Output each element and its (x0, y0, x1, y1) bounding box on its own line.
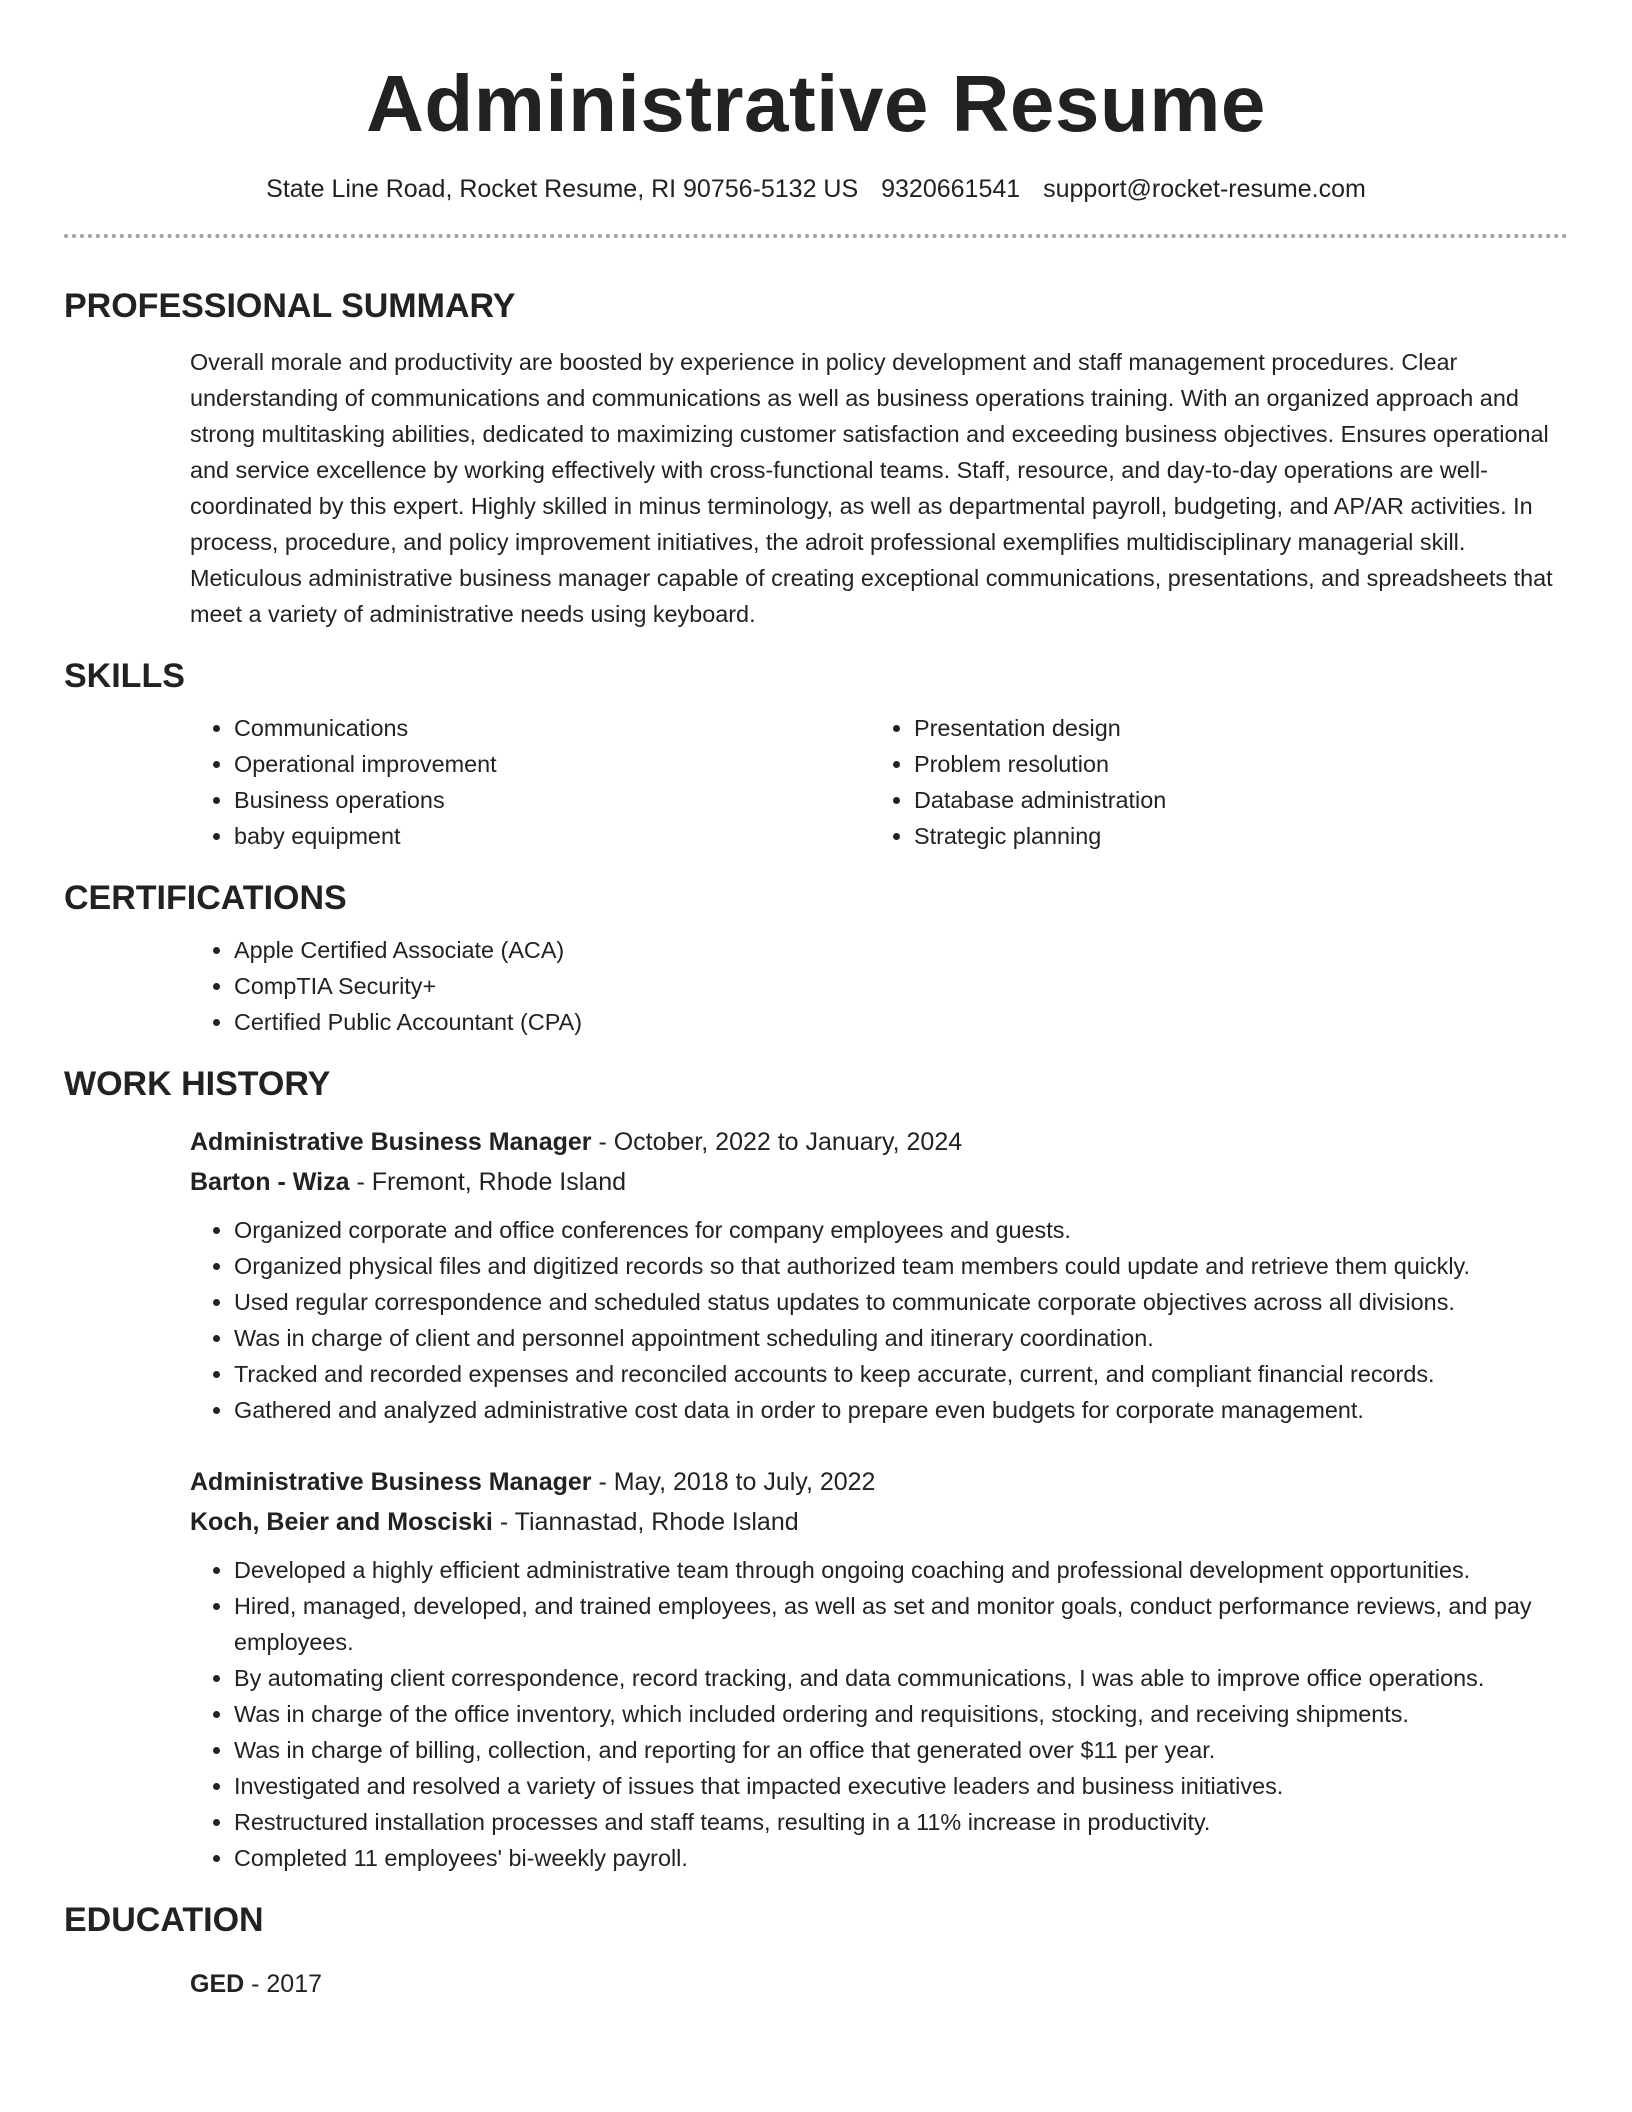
contact-line (64, 172, 1568, 206)
skills-section (64, 654, 1568, 854)
skill-item: • Presentation design (914, 710, 1550, 746)
summary-heading: PROFESSIONAL SUMMARY (64, 287, 516, 325)
skill-item: • Business operations (234, 782, 870, 818)
job-dates: - May, 2018 to July, 2022 (591, 1468, 876, 1496)
resume-title: Administrative Resume (366, 59, 1266, 148)
job-duty: • Organized corporate and office conferences for company employees and guests. (234, 1212, 1568, 1248)
job-dates: - October, 2022 to January, 2024 (591, 1128, 963, 1156)
job-role: Administrative Business Manager (190, 1468, 592, 1496)
work-history-heading: WORK HISTORY (64, 1065, 331, 1103)
education-entry (190, 1964, 1568, 2004)
job-location: - Tiannastad, Rhode Island (492, 1508, 799, 1536)
education-section (64, 1898, 1568, 2004)
job-role: Administrative Business Manager (190, 1128, 592, 1156)
job-duty: • Hired, managed, developed, and trained employees, as well as set and monitor goals, conduct performance reviews, and pay employees. (234, 1588, 1568, 1660)
header-divider (64, 234, 1568, 238)
job-duty: • Completed 11 employees' bi-weekly payroll. (234, 1840, 1568, 1876)
skill-item: • Operational improvement (234, 746, 870, 782)
summary-section (64, 284, 1568, 632)
job-duty: • Was in charge of billing, collection, and reporting for an office that generated over $11 per year. (234, 1732, 1568, 1768)
certifications-list (190, 932, 1568, 1040)
skill-item: • Communications (234, 710, 870, 746)
skills-heading: SKILLS (64, 657, 185, 695)
job-duty: • Organized physical files and digitized records so that authorized team members could update and retrieve them quickly. (234, 1248, 1568, 1284)
job-location: - Fremont, Rhode Island (349, 1168, 627, 1196)
education-degree: GED (190, 1970, 245, 1998)
job-duty: • Was in charge of client and personnel appointment scheduling and itinerary coordination. (234, 1320, 1568, 1356)
job-duties-list (190, 1552, 1568, 1876)
job-company-line (190, 1162, 1568, 1202)
job-duty: • Was in charge of the office inventory, which included ordering and requisitions, stocking, and receiving shipments. (234, 1696, 1568, 1732)
education-year: - 2017 (244, 1970, 323, 1998)
certification-item: • Certified Public Accountant (CPA) (234, 1004, 1568, 1040)
contact-phone: 9320661541 (881, 175, 1021, 203)
job-title-line (190, 1462, 1568, 1502)
skill-item: • Problem resolution (914, 746, 1550, 782)
skills-grid (190, 710, 1568, 854)
contact-email: support@rocket-resume.com (1043, 175, 1366, 203)
skill-item: • baby equipment (234, 818, 870, 854)
skills-left-list (190, 710, 870, 854)
job-entry (190, 1462, 1568, 1876)
work-history-section (64, 1062, 1568, 1876)
education-heading: EDUCATION (64, 1901, 264, 1939)
skill-item: • Strategic planning (914, 818, 1550, 854)
job-duties-list (190, 1212, 1568, 1428)
resume-page (64, 0, 1568, 2004)
certifications-heading: CERTIFICATIONS (64, 879, 347, 917)
contact-address: State Line Road, Rocket Resume, RI 90756-5132 US (266, 175, 859, 203)
job-duty: • Gathered and analyzed administrative cost data in order to prepare even budgets for corporate management. (234, 1392, 1568, 1428)
job-entry (190, 1122, 1568, 1428)
summary-text: Overall morale and productivity are boosted by experience in policy development and staff management procedures. Clear understanding of communications and communications as well as business operations training. With an organized approach and strong multitasking abilities, dedicated to maximizing customer satisfaction and exceeding business objectives. Ensures operational and service excellence by working effectively with cross-functional teams. Staff, resource, and day-to-day operations are well-coordinated by this expert. Highly skilled in minus terminology, as well as departmental payroll, budgeting, and AP/AR activities. In process, procedure, and policy improvement initiatives, the adroit professional exemplifies multidisciplinary managerial skill. Meticulous administrative business manager capable of creating exceptional communications, presentations, and spreadsheets that meet a variety of administrative needs using keyboard. (190, 349, 1553, 627)
certification-item: • Apple Certified Associate (ACA) (234, 932, 1568, 968)
skill-item: • Database administration (914, 782, 1550, 818)
job-duty: • Developed a highly efficient administrative team through ongoing coaching and professional development opportunities. (234, 1552, 1568, 1588)
job-duty: • Restructured installation processes and staff teams, resulting in a 11% increase in productivity. (234, 1804, 1568, 1840)
job-company: Barton - Wiza (190, 1168, 350, 1196)
job-duty: • Used regular correspondence and scheduled status updates to communicate corporate objectives across all divisions. (234, 1284, 1568, 1320)
job-company: Koch, Beier and Mosciski (190, 1508, 493, 1536)
job-duty: • Tracked and recorded expenses and reconciled accounts to keep accurate, current, and compliant financial records. (234, 1356, 1568, 1392)
skills-right-list (870, 710, 1550, 854)
job-title-line (190, 1122, 1568, 1162)
certification-item: • CompTIA Security+ (234, 968, 1568, 1004)
job-duty: • By automating client correspondence, record tracking, and data communications, I was able to improve office operations. (234, 1660, 1568, 1696)
job-company-line (190, 1502, 1568, 1542)
job-duty: • Investigated and resolved a variety of issues that impacted executive leaders and business initiatives. (234, 1768, 1568, 1804)
certifications-section (64, 876, 1568, 1040)
